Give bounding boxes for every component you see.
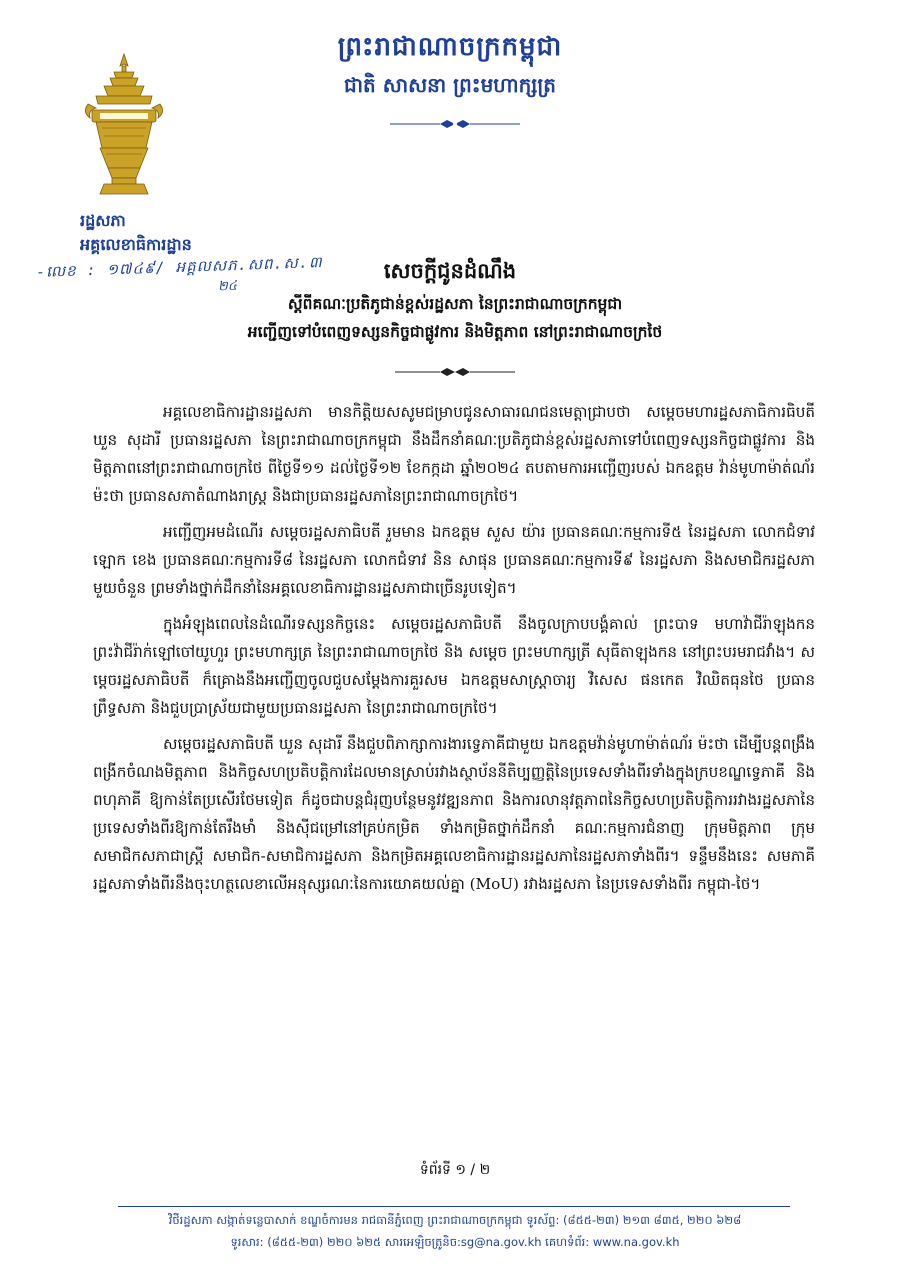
- reference-number: -លេខ : ១៧៤៩/ អគ្គលសភ.សព.ស.៣: [35, 253, 323, 281]
- issuer-secretariat: អគ្គលេខាធិការដ្ឋាន: [80, 235, 192, 254]
- page-number: ទំព័រទី ១ / ២: [419, 1162, 491, 1178]
- issuer-assembly: រដ្ឋសភា: [80, 211, 126, 230]
- document-subtitle-1: ស្តីពីគណៈប្រតិភូជាន់ខ្ពស់រដ្ឋសភា នៃព្រះរាជាណាចក្រកម្ពុជា: [287, 294, 623, 313]
- body-paragraph: អញ្ជើញអមដំណើរ សម្តេចរដ្ឋសភាធិបតី រួមមាន ឯកឧត្តម សួស យ៉ារ ប្រធានគណៈកម្មការទី៥ នៃរដ្ឋសភា លោកជំទាវ ឡោក ខេង ប្រធានគណៈកម្មការទី៨ នៃរដ្ឋសភា លោកជំទាវ និន សាផុន ប្រធានគណៈកម្មការទី៩ នៃរដ្ឋសភា និងសមាជិករដ្ឋសភាមួយចំនួន ព្រមទាំងថ្នាក់ដឹកនាំនៃអគ្គលេខាធិការដ្ឋានរដ្ឋសភាជាច្រើនរូបទៀត។: [93, 523, 815, 597]
- footer-divider: [118, 1206, 790, 1207]
- body-paragraph: អគ្គលេខាធិការដ្ឋានរដ្ឋសភា មានកិត្តិយសសូមជម្រាបជូនសាធារណជនមេត្តាជ្រាបថា សម្តេចមហារដ្ឋសភាធិការធិបតី ឃួន សុដារី ប្រធានរដ្ឋសភា នៃព្រះរាជាណាចក្រកម្ពុជា នឹងដឹកនាំគណៈប្រតិភូជាន់ខ្ពស់រដ្ឋសភាទៅបំពេញទស្សនកិច្ចជាផ្លូវការ និងមិត្តភាពនៅព្រះរាជាណាចក្រថៃ ពីថ្ងៃទី១១ ដល់ថ្ងៃទី១២ ខែកក្កដា ឆ្នាំ២០២៤ តបតាមការអញ្ជើញរបស់ ឯកឧត្តម វ៉ាន់មូហាម៉ាត់ណ័រ ម៉ះថា ប្រធានសភាតំណាងរាស្ត្រ និងជាប្រធានរដ្ឋសភានៃព្រះរាជាណាចក្រថៃ។: [93, 403, 815, 505]
- document-title: សេចក្តីជូនដំណឹង: [383, 258, 517, 283]
- body-paragraph: សម្តេចរដ្ឋសភាធិបតី ឃួន សុដារី នឹងជួបពិភាក្សាការងារទ្វេភាគីជាមួយ ឯកឧត្តមវ៉ាន់មូហាម៉ាត់ណ័រ ម៉ះថា ដើម្បីបន្តពង្រឹងពង្រីកចំណងមិត្តភាព និងកិច្ចសហប្រតិបត្តិការដែលមានស្រាប់រវាងស្ថាប័ននីតិប្បញ្ញត្តិនៃប្រទេសទាំងពីរទាំងក្នុងក្របខណ្ឌទ្វេភាគី និងពហុភាគី ឱ្យកាន់តែប្រសើរថែមទៀត ក៏ដូចជាបន្តជំរុញបន្ថែមនូវវឌ្ឍនភាព និងការលានុវត្តភាពនៃកិច្ចសហប្រតិបត្តិការរវាងរដ្ឋសភានៃប្រទេសទាំងពីរឱ្យកាន់តែរឹងមាំ និងស៊ីជម្រៅនៅគ្រប់កម្រិត ទាំងកម្រិតថ្នាក់ដឹកនាំ គណៈកម្មការជំនាញ ក្រុមមិត្តភាព ក្រុមសមាជិកសភាជាស្ត្រី សមាជិក-សមាជិការដ្ឋសភា និងកម្រិតអគ្គលេខាធិការដ្ឋានរដ្ឋសភានៃរដ្ឋសភាទាំងពីរ។ ទន្ទឹមនឹងនេះ សមភាគីរដ្ឋសភាទាំងពីរនឹងចុះហត្ថលេខាលើអនុស្សរណៈនៃការយោគយល់គ្នា (MoU) រវាងរដ្ឋសភា នៃប្រទេសទាំងពីរ កម្ពុជា-ថៃ។: [93, 735, 815, 893]
- body-paragraph: ក្នុងអំឡុងពេលនៃដំណើរទស្សនកិច្ចនេះ សម្តេចរដ្ឋសភាធិបតី នឹងចូលក្រាបបង្គំគាល់ ព្រះបាទ មហាវ៉ាជីរ៉ាឡុងកន ព្រះវ៉ាជីរ៉ាក់ឡៅចៅយូហួរ ព្រះមហាក្សត្រ នៃព្រះរាជាណាចក្រថៃ និង សម្តេច ព្រះមហាក្សត្រី សុធីតាឡុងកន នៅព្រះបរមរាជវាំង។ សម្តេចរដ្ឋសភាធិបតី ក៏គ្រោងនឹងអញ្ជើញចូលជួបសម្តែងការគួរសម ឯកឧត្តមសាស្ត្រាចារ្យ វិសេស ផនកេត វិឈិតធុនថៃ ប្រធានព្រឹទ្ធសភា និងជួបប្រាស្រ័យជាមួយប្រធានរដ្ឋសភា នៃព្រះរាជាណាចក្រថៃ។: [93, 615, 815, 717]
- document-body: [93, 398, 815, 906]
- footer-address: វិថីរដ្ឋសភា សង្កាត់ទន្លេបាសាក់ ខណ្ឌចំការមន រាជធានីភ្នំពេញ ព្រះរាជាណាចក្រកម្ពុជា ទូរស័ព្ទ: (៨៥៥-២៣) ២១៣ ៨៣៥, ២២០ ៦២៨: [168, 1213, 742, 1227]
- national-motto: ជាតិ សាសនា ព្រះមហាក្សត្រ: [344, 73, 556, 97]
- footer-contact: ទូរសារ: (៨៥៥-២៣) ២២០ ៦២៥ សារអេឡិចត្រូនិច:sg@na.gov.kh គេហទំព័រ: www.na.gov.kh: [230, 1235, 680, 1249]
- header-ornament: [390, 118, 520, 130]
- kingdom-heading: ព្រះរាជាណាចក្រកម្ពុជា: [337, 32, 563, 62]
- title-ornament: [395, 366, 515, 378]
- national-assembly-emblem: [78, 52, 170, 202]
- reference-suffix: ២៤: [217, 278, 238, 295]
- document-subtitle-2: អញ្ជើញទៅបំពេញទស្សនកិច្ចជាផ្លូវការ និងមិត្តភាព នៅព្រះរាជាណាចក្រថៃ: [247, 322, 663, 341]
